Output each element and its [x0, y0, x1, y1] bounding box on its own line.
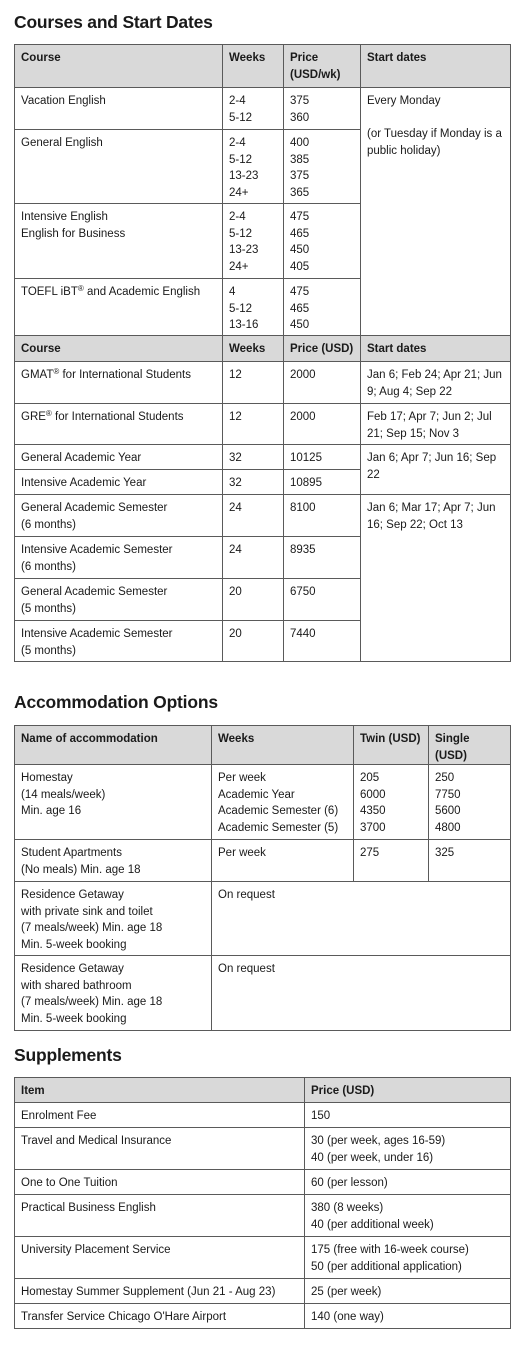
- course-price: 2000: [284, 362, 361, 404]
- supplement-price: 60 (per lesson): [305, 1170, 511, 1195]
- course-price: 2000: [284, 404, 361, 445]
- course-name: Vacation English: [15, 88, 223, 130]
- table-row: [15, 1304, 511, 1329]
- courses-table: [14, 44, 511, 662]
- course-price: 10125: [284, 445, 361, 470]
- course-name: General Academic Semester (6 months): [15, 495, 223, 537]
- col-header-twin: Twin (USD): [354, 726, 429, 765]
- course-price: 475 465 450: [284, 279, 361, 336]
- course-weeks: 12: [223, 362, 284, 404]
- col-header-accommodation-name: Name of accommodation: [15, 726, 212, 765]
- course-name: Intensive Academic Semester (6 months): [15, 537, 223, 579]
- table-row: [15, 1237, 511, 1279]
- course-name: General Academic Year: [15, 445, 223, 470]
- course-name: General English: [15, 130, 223, 204]
- accommodation-weeks: Per week Academic Year Academic Semester (6) Academic Semester (5): [212, 765, 354, 840]
- supplements-table: [14, 1077, 511, 1329]
- col-header-weeks: Weeks: [223, 336, 284, 362]
- course-price: 475 465 450 405: [284, 204, 361, 279]
- table-row: [15, 1195, 511, 1237]
- supplement-price: 150: [305, 1103, 511, 1128]
- course-weeks: 32: [223, 445, 284, 470]
- table-row: [15, 1279, 511, 1304]
- col-header-start-dates: Start dates: [361, 45, 511, 88]
- supplement-item: Practical Business English: [15, 1195, 305, 1237]
- course-start-dates: Feb 17; Apr 7; Jun 2; Jul 21; Sep 15; Nov 3: [361, 404, 511, 445]
- col-header-weeks: Weeks: [212, 726, 354, 765]
- course-name: Intensive Academic Semester (5 months): [15, 621, 223, 662]
- table-row: [15, 362, 511, 404]
- course-weeks: 2-4 5-12 13-23 24+: [223, 130, 284, 204]
- course-price: 7440: [284, 621, 361, 662]
- col-header-start-dates: Start dates: [361, 336, 511, 362]
- accommodation-twin: 275: [354, 840, 429, 882]
- supplement-item: One to One Tuition: [15, 1170, 305, 1195]
- col-header-price: Price (USD/wk): [284, 45, 361, 88]
- course-weeks: 20: [223, 621, 284, 662]
- supplement-item: Enrolment Fee: [15, 1103, 305, 1128]
- course-start-dates: Jan 6; Mar 17; Apr 7; Jun 16; Sep 22; Oct 13: [361, 495, 511, 662]
- table-header-row: [15, 336, 511, 362]
- col-header-single: Single (USD): [429, 726, 511, 765]
- table-row: [15, 882, 511, 956]
- col-header-item: Item: [15, 1078, 305, 1103]
- course-weeks: 2-4 5-12 13-23 24+: [223, 204, 284, 279]
- course-weeks: 24: [223, 537, 284, 579]
- table-row: [15, 1128, 511, 1170]
- supplement-item: Travel and Medical Insurance: [15, 1128, 305, 1170]
- course-name: Intensive English English for Business: [15, 204, 223, 279]
- accommodation-title: Accommodation Options: [14, 692, 218, 712]
- supplement-price: 25 (per week): [305, 1279, 511, 1304]
- col-header-weeks: Weeks: [223, 45, 284, 88]
- col-header-price: Price (USD): [305, 1078, 511, 1103]
- col-header-course: Course: [15, 336, 223, 362]
- supplement-price: 140 (one way): [305, 1304, 511, 1329]
- accommodation-weeks: Per week: [212, 840, 354, 882]
- supplement-price: 30 (per week, ages 16-59) 40 (per week, under 16): [305, 1128, 511, 1170]
- course-name: GMAT® for International Students: [15, 362, 223, 404]
- course-price: 10895: [284, 470, 361, 495]
- course-price: 8100: [284, 495, 361, 537]
- table-row: [15, 840, 511, 882]
- supplement-item: Homestay Summer Supplement (Jun 21 - Aug 23): [15, 1279, 305, 1304]
- accommodation-single: 325: [429, 840, 511, 882]
- accommodation-name: Residence Getaway with private sink and toilet (7 meals/week) Min. age 18 Min. 5-week booking: [15, 882, 212, 956]
- accommodation-weeks: On request: [212, 956, 511, 1031]
- table-header-row: [15, 726, 511, 765]
- supplements-title: Supplements: [14, 1045, 122, 1065]
- col-header-course: Course: [15, 45, 223, 88]
- course-weeks: 20: [223, 579, 284, 621]
- table-header-row: [15, 45, 511, 88]
- course-name: General Academic Semester (5 months): [15, 579, 223, 621]
- course-name: Intensive Academic Year: [15, 470, 223, 495]
- course-price: 375 360: [284, 88, 361, 130]
- course-price: 6750: [284, 579, 361, 621]
- course-weeks: 12: [223, 404, 284, 445]
- table-row: [15, 1103, 511, 1128]
- table-row: [15, 1170, 511, 1195]
- course-name: TOEFL iBT® and Academic English: [15, 279, 223, 336]
- accommodation-twin: 205 6000 4350 3700: [354, 765, 429, 840]
- courses-title: Courses and Start Dates: [14, 12, 213, 32]
- course-name: GRE® for International Students: [15, 404, 223, 445]
- course-start-dates: Jan 6; Apr 7; Jun 16; Sep 22: [361, 445, 511, 495]
- table-row: [15, 956, 511, 1031]
- course-weeks: 2-4 5-12: [223, 88, 284, 130]
- accommodation-name: Student Apartments (No meals) Min. age 18: [15, 840, 212, 882]
- course-price: 8935: [284, 537, 361, 579]
- course-weeks: 32: [223, 470, 284, 495]
- table-row: [15, 765, 511, 840]
- course-start-dates: Jan 6; Feb 24; Apr 21; Jun 9; Aug 4; Sep 22: [361, 362, 511, 404]
- supplement-item: University Placement Service: [15, 1237, 305, 1279]
- course-weeks: 4 5-12 13-16: [223, 279, 284, 336]
- supplement-price: 380 (8 weeks) 40 (per additional week): [305, 1195, 511, 1237]
- table-row: [15, 88, 511, 130]
- accommodation-name: Residence Getaway with shared bathroom (7 meals/week) Min. age 18 Min. 5-week booking: [15, 956, 212, 1031]
- accommodation-single: 250 7750 5600 4800: [429, 765, 511, 840]
- table-header-row: [15, 1078, 511, 1103]
- supplement-price: 175 (free with 16-week course) 50 (per additional application): [305, 1237, 511, 1279]
- table-row: [15, 495, 511, 537]
- table-row: [15, 445, 511, 470]
- accommodation-weeks: On request: [212, 882, 511, 956]
- supplement-item: Transfer Service Chicago O'Hare Airport: [15, 1304, 305, 1329]
- col-header-price: Price (USD): [284, 336, 361, 362]
- course-price: 400 385 375 365: [284, 130, 361, 204]
- accommodation-name: Homestay (14 meals/week) Min. age 16: [15, 765, 212, 840]
- accommodation-table: [14, 725, 511, 1031]
- course-start-dates: Every Monday (or Tuesday if Monday is a public holiday): [361, 88, 511, 336]
- table-row: [15, 404, 511, 445]
- course-weeks: 24: [223, 495, 284, 537]
